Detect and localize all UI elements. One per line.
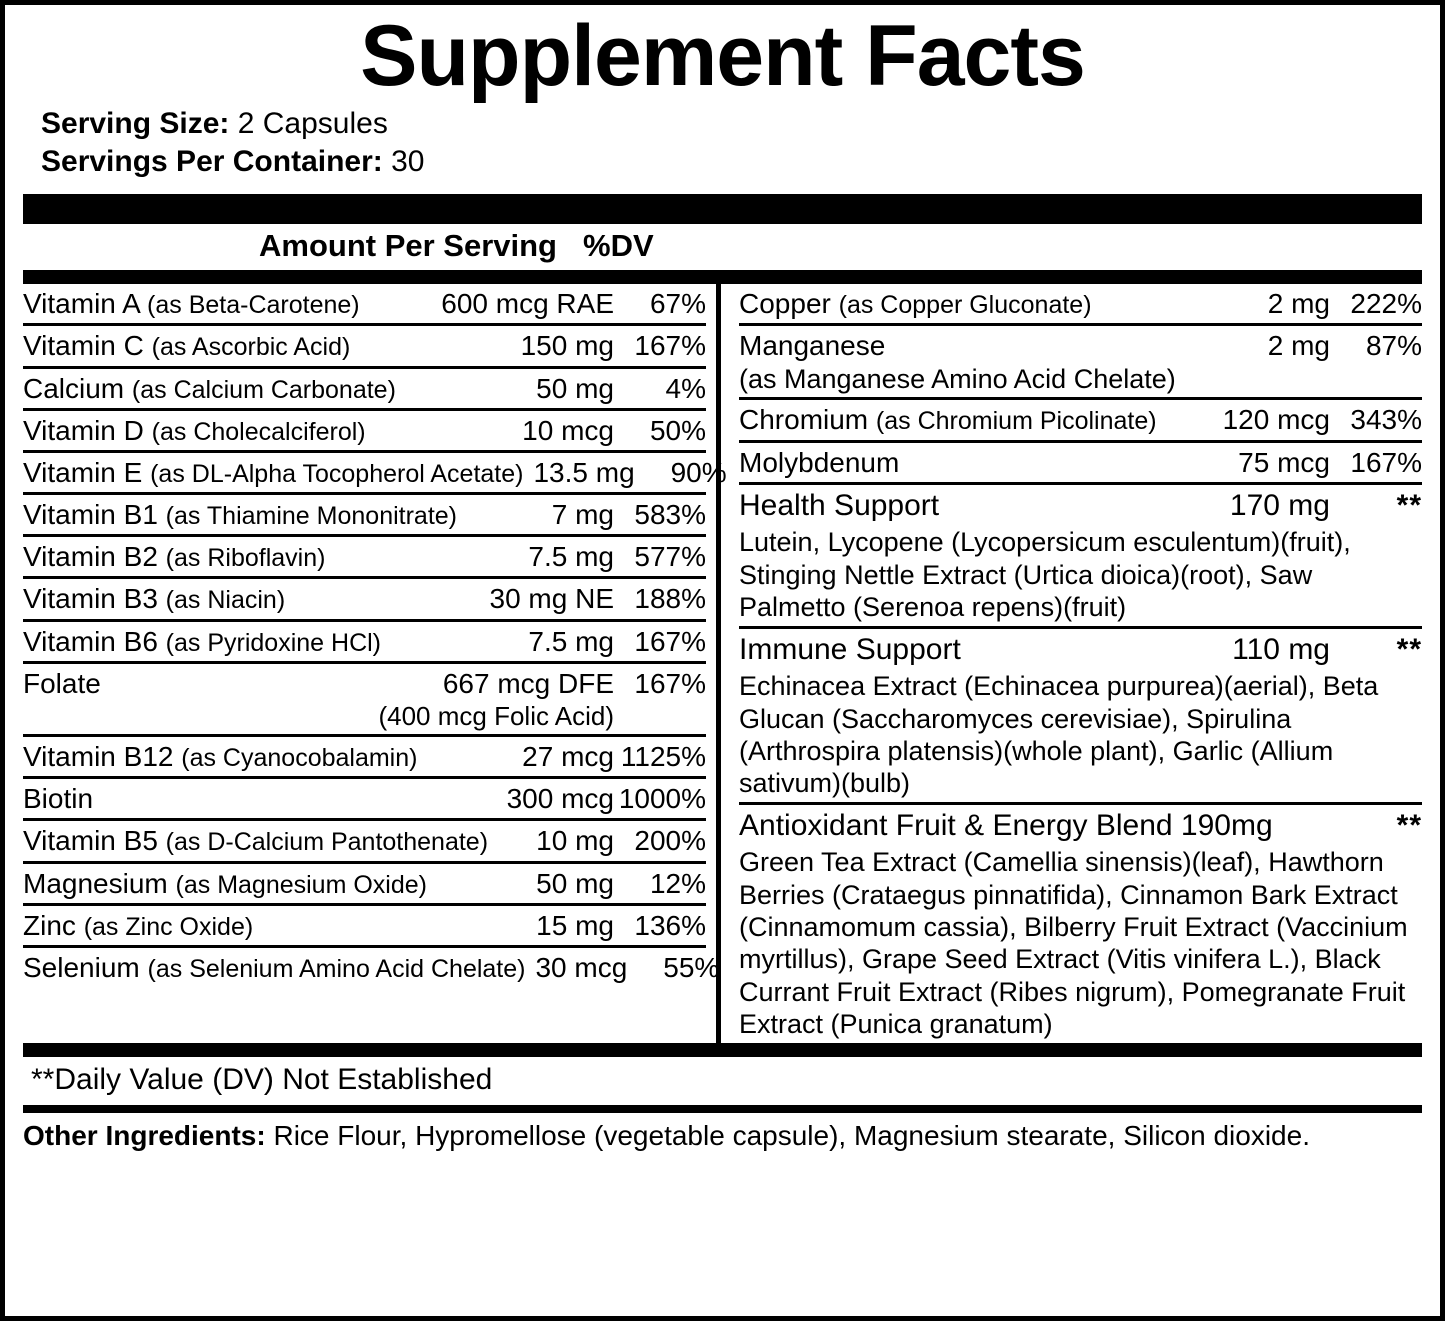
table-row	[23, 537, 706, 579]
nutrient-amount: 15 mg	[536, 909, 614, 941]
blend-amount: 110 mg	[1232, 632, 1330, 666]
nutrient-amount: 10 mg	[536, 825, 614, 857]
blend-dv: **	[1396, 632, 1422, 666]
table-row	[739, 400, 1422, 442]
nutrient-name: Biotin	[23, 783, 94, 815]
nutrient-name: Vitamin C (as Ascorbic Acid)	[23, 330, 351, 362]
table-row	[23, 453, 727, 495]
nutrient-name: Zinc (as Zinc Oxide)	[23, 909, 254, 941]
nutrient-dv: 577%	[634, 541, 706, 573]
nutrient-dv: 87%	[1365, 330, 1422, 362]
nutrient-dv: 50%	[649, 414, 706, 446]
nutrient-name: Magnesium (as Magnesium Oxide)	[23, 867, 427, 899]
table-row	[23, 622, 706, 664]
blend-name: Health Support	[739, 488, 940, 522]
serving-size-value: 2 Capsules	[237, 107, 388, 141]
table-row	[23, 369, 706, 411]
other-ingredients-value: Rice Flour, Hypromellose (vegetable capsule), Magnesium stearate, Silicon dioxide.	[273, 1119, 1310, 1151]
nutrient-dv: 188%	[634, 583, 706, 615]
nutrient-dv: 1125%	[620, 741, 706, 773]
header-amount-per-serving: Amount Per Serving	[259, 228, 557, 264]
nutrient-name: Selenium (as Selenium Amino Acid Chelate)	[23, 951, 526, 983]
nutrient-amount: 7.5 mg	[528, 625, 614, 657]
nutrient-dv: 1000%	[618, 783, 706, 815]
table-row	[23, 906, 706, 948]
nutrient-amount: 300 mcg	[506, 783, 614, 815]
nutrient-amount: 30 mcg	[535, 951, 628, 983]
nutrient-amount: 2 mg	[1267, 330, 1330, 362]
nutrient-amount: 13.5 mg	[533, 456, 635, 488]
table-row	[23, 664, 706, 737]
nutrient-name: Calcium (as Calcium Carbonate)	[23, 372, 396, 404]
blend-row	[739, 805, 1422, 1043]
nutrient-dv: 90%	[670, 456, 727, 488]
nutrient-name: Vitamin E (as DL-Alpha Tocopherol Acetate)	[23, 456, 524, 488]
nutrient-dv: 167%	[1350, 446, 1422, 478]
other-ingredients-label: Other Ingredients:	[23, 1119, 266, 1151]
divider-medium-bottom	[23, 1043, 1422, 1057]
nutrient-column-left	[23, 284, 727, 1042]
nutrient-amount: 50 mg	[536, 372, 614, 404]
nutrient-dv: 4%	[665, 372, 706, 404]
table-row	[23, 326, 706, 368]
blend-row	[739, 485, 1422, 629]
nutrient-amount: 7.5 mg	[528, 541, 614, 573]
table-row	[23, 779, 706, 821]
nutrient-column-right	[716, 284, 1422, 1042]
blend-name: Antioxidant Fruit & Energy Blend 190mg	[739, 808, 1273, 842]
page-title: Supplement Facts	[360, 8, 1085, 104]
nutrient-name: Vitamin B3 (as Niacin)	[23, 583, 286, 615]
nutrient-name: Vitamin B5 (as D-Calcium Pantothenate)	[23, 825, 489, 857]
table-row	[23, 495, 706, 537]
blend-description: Echinacea Extract (Echinacea purpurea)(aerial), Beta Glucan (Saccharomyces cerevisiae), Spirulina (Arthrospira platensis)(whole plant), Garlic (Allium sativum)(bulb)	[739, 671, 1379, 799]
nutrient-name: Vitamin B6 (as Pyridoxine HCl)	[23, 625, 382, 657]
nutrient-amount: 27 mcg	[522, 741, 614, 773]
table-row	[739, 443, 1422, 485]
nutrient-name: Vitamin B2 (as Riboflavin)	[23, 541, 326, 573]
table-row	[23, 411, 706, 453]
nutrient-name: Vitamin A (as Beta-Carotene)	[23, 288, 360, 320]
nutrient-dv: 167%	[634, 330, 706, 362]
table-row	[23, 821, 706, 863]
table-row	[23, 737, 706, 779]
servings-per-container-line	[41, 143, 1422, 181]
nutrient-dv: 167%	[634, 625, 706, 657]
nutrient-amount: 7 mg	[551, 499, 614, 531]
blend-dv: **	[1396, 808, 1422, 842]
nutrient-secondary-line: (400 mcg Folic Acid)	[378, 700, 614, 731]
nutrient-dv: 136%	[634, 909, 706, 941]
footnote-daily-value: **Daily Value (DV) Not Established	[31, 1062, 493, 1096]
servings-per-container-label: Servings Per Container:	[41, 144, 383, 178]
servings-per-container-value: 30	[391, 144, 425, 178]
table-header	[259, 224, 1422, 270]
nutrient-dv: 67%	[649, 288, 706, 320]
blend-description: Lutein, Lycopene (Lycopersicum esculentum)(fruit), Stinging Nettle Extract (Urtica dioica)(root), Saw Palmetto (Serenoa repens)(fruit)	[739, 527, 1351, 623]
table-row	[739, 326, 1422, 400]
nutrient-dv: 12%	[649, 867, 706, 899]
divider-medium	[23, 270, 1422, 284]
nutrient-name: Vitamin B12 (as Cyanocobalamin)	[23, 741, 418, 773]
serving-size-label: Serving Size:	[41, 107, 230, 141]
nutrient-dv: 583%	[634, 499, 706, 531]
blend-dv: **	[1396, 488, 1422, 522]
table-row	[23, 579, 706, 621]
table-row	[739, 284, 1422, 326]
header-percent-dv: %DV	[583, 228, 654, 264]
nutrient-amount: 75 mcg	[1238, 446, 1330, 478]
nutrient-dv: 55%	[663, 951, 720, 983]
nutrient-amount: 150 mg	[520, 330, 614, 362]
nutrient-name: Manganese	[739, 330, 886, 362]
nutrient-amount: 30 mg NE	[489, 583, 614, 615]
divider-thick-top	[23, 194, 1422, 224]
blend-amount: 170 mg	[1229, 488, 1330, 522]
other-ingredients	[23, 1113, 1422, 1153]
nutrient-dv: 222%	[1350, 288, 1422, 320]
table-row	[23, 284, 706, 326]
blend-row	[739, 629, 1422, 805]
blend-description: Green Tea Extract (Camellia sinensis)(leaf), Hawthorn Berries (Crataegus pinnatifida), Cinnamon Bark Extract (Cinnamomum cassia), Bilberry Fruit Extract (Vaccinium myrtillus), Grape Seed Extract (Vitis vinifera L.), Black Currant Fruit Extract (Ribes nigrum), Pomegranate Fruit Extract (Punica granatum)	[739, 847, 1408, 1040]
blend-name: Immune Support	[739, 632, 961, 666]
divider-bottom	[23, 1105, 1422, 1113]
nutrient-name: Vitamin D (as Cholecalciferol)	[23, 414, 366, 446]
table-row	[23, 864, 706, 906]
nutrient-secondary-line: (as Manganese Amino Acid Chelate)	[739, 363, 1176, 394]
nutrient-name: Chromium (as Chromium Picolinate)	[739, 404, 1157, 436]
nutrient-dv: 343%	[1350, 404, 1422, 436]
nutrient-name: Molybdenum	[739, 446, 900, 478]
nutrient-dv: 200%	[634, 825, 706, 857]
nutrient-amount: 2 mg	[1267, 288, 1330, 320]
nutrient-amount: 600 mcg RAE	[441, 288, 614, 320]
nutrient-amount: 50 mg	[536, 867, 614, 899]
nutrient-name: Copper (as Copper Gluconate)	[739, 288, 1092, 320]
nutrient-amount: 120 mcg	[1222, 404, 1330, 436]
table-row	[23, 948, 720, 987]
nutrient-columns	[23, 284, 1422, 1042]
nutrient-amount: 10 mcg	[522, 414, 614, 446]
nutrient-name: Vitamin B1 (as Thiamine Mononitrate)	[23, 499, 458, 531]
nutrient-amount: 667 mcg DFE	[442, 667, 614, 699]
nutrient-name: Folate	[23, 667, 101, 699]
serving-size-line	[41, 105, 1422, 143]
nutrient-dv: 167%	[634, 667, 706, 699]
